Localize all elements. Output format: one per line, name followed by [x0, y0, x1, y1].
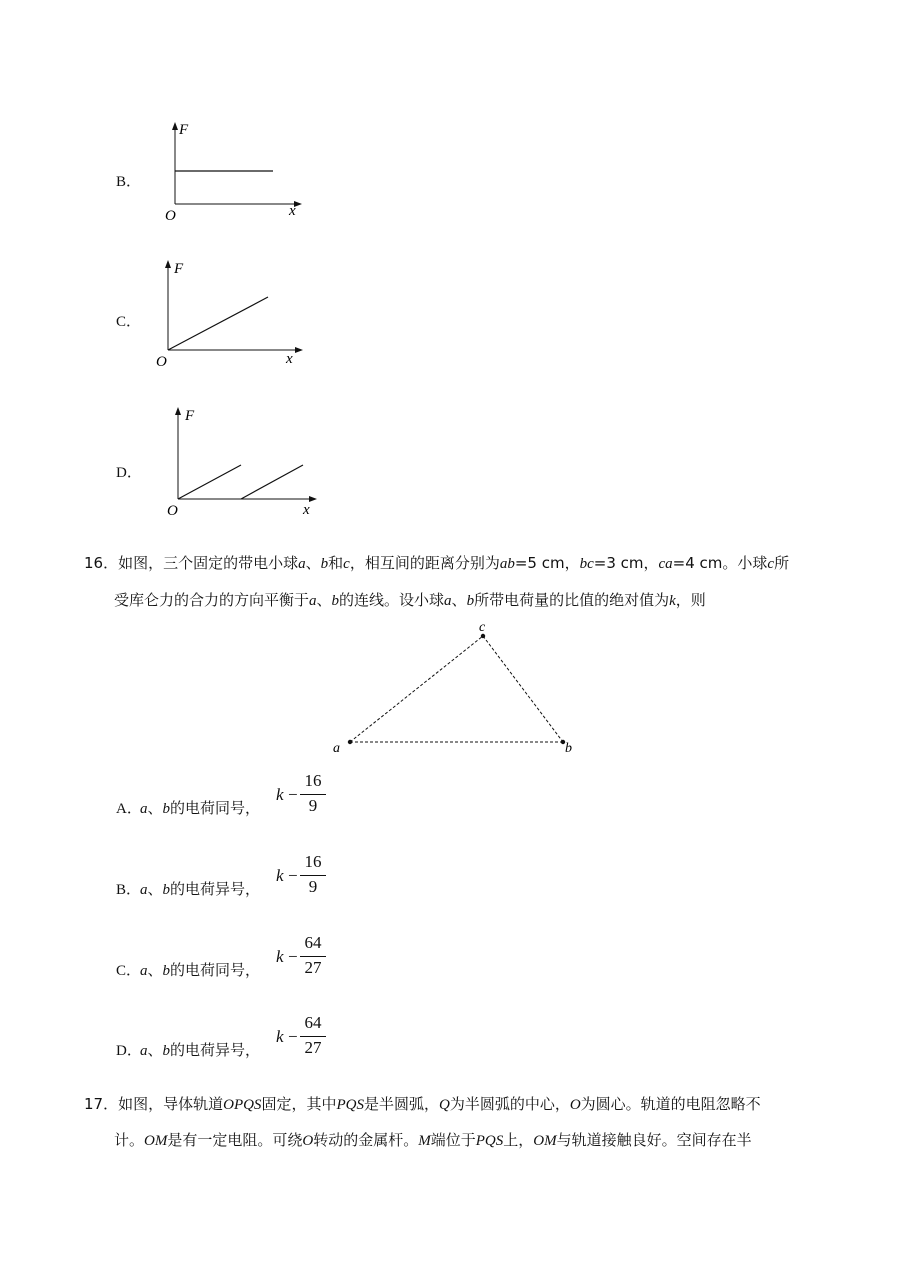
x-axis-label: x [289, 203, 296, 219]
label-a: a [333, 741, 340, 756]
y-axis-label: F [174, 261, 184, 277]
x-axis-label: x [303, 502, 310, 518]
label-c: c [479, 620, 486, 635]
q16-line-1: 16．如图，三个固定的带电小球a、b和c，相互间的距离分别为ab=5 cm，bc=3 cm，ca=4 cm。小球c所 [84, 554, 790, 572]
q16-option-c: C． a、b的电荷同号， k − 64 27 [116, 935, 416, 985]
x-axis-label: x [286, 351, 293, 367]
q16-option-d: D． a、b的电荷异号， k − 64 27 [116, 1015, 416, 1065]
q16-option-b: B． a、b的电荷异号， k − 16 9 [116, 854, 416, 904]
option-b-label: B． [116, 174, 142, 190]
origin-label: O [165, 208, 176, 224]
origin-label: O [167, 503, 178, 519]
option-d-label: D． [116, 465, 142, 481]
question-number: 16． [84, 554, 119, 572]
q17-line-1: 17．如图，导体轨道OPQS固定，其中PQS是半圆弧，Q为半圆弧的中心，O为圆心。轨道的电阻忽略不 [84, 1095, 761, 1113]
option-c-graph [150, 255, 315, 370]
triangle-figure [325, 618, 585, 758]
point-a [348, 740, 352, 744]
option-d-graph [160, 402, 330, 520]
option-c-label: C． [116, 314, 142, 330]
option-b-graph [155, 118, 315, 228]
y-axis-label: F [179, 122, 189, 138]
q17-line-2: 计。OM是有一定电阻。可绕O转动的金属杆。M端位于PQS上，OM与轨道接触良好。空间存在半 [114, 1131, 752, 1149]
q16-option-a: A． a、b的电荷同号， k − 16 9 [116, 773, 416, 823]
question-number: 17． [84, 1095, 119, 1113]
y-axis-label: F [185, 408, 195, 424]
q16-line-2: 受库仑力的合力的方向平衡于a、b的连线。设小球a、b所带电荷量的比值的绝对值为k，则 [114, 591, 706, 609]
origin-label: O [156, 354, 167, 370]
label-b: b [565, 741, 572, 756]
